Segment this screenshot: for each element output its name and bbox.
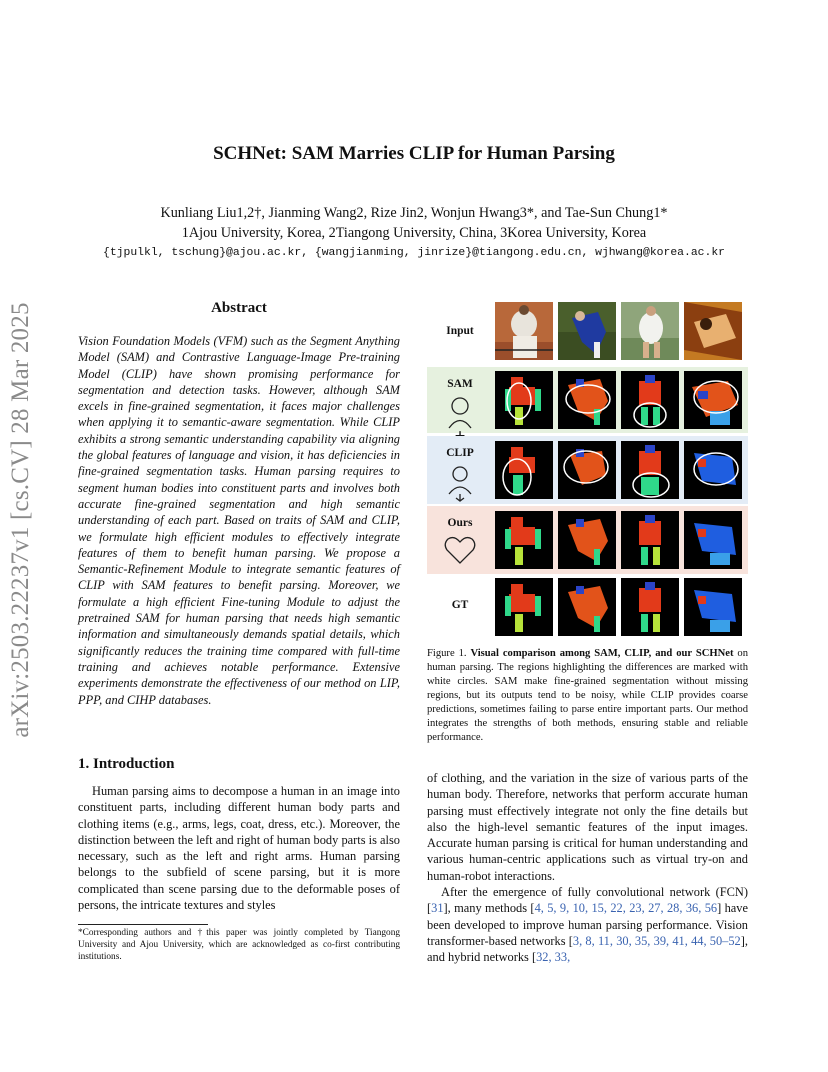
caption-prefix: Figure 1. <box>427 648 467 659</box>
input-image-2 <box>558 302 616 360</box>
citation-link[interactable]: 31 <box>431 901 444 916</box>
figure-row-gt <box>427 576 748 638</box>
figure-row-input <box>427 299 748 365</box>
citation-link[interactable]: 32, 33, <box>536 950 571 965</box>
citation-link[interactable]: 3, 8, 11, 30, 35, 39, 41, 44, 50–52 <box>572 933 741 948</box>
row-label-clip: CLIP <box>446 447 474 459</box>
clip-person-icon <box>447 464 473 502</box>
clip-result-1 <box>495 441 553 499</box>
sam-result-3 <box>621 371 679 429</box>
footnote-divider <box>78 924 208 925</box>
row-label-input: Input <box>446 325 474 337</box>
abstract-body: Vision Foundation Models (VFM) such as the Segment Anything Model (SAM) and Contrastive Language-Image Pre-training Model (CLIP) have shown promising performance for segmentation and detection tasks. However, although SAM excels in fine-grained segmentation, it faces major challenges when applying it to semantic-aware segmentation. While CLIP exhibits a strong semantic understanding capability via aligning the global features of language and vision, it has deficiencies in fine-grained segmentation tasks. Human parsing requires to segment human bodies into constituent parts and involves both accurate fine-grained segmentation and high semantic understanding of each part. Based on traits of SAM and CLIP, we formulate high efficient modules to effectively integrate features of them to benefit human parsing. We propose a Semantic-Refinement Module to integrate semantic features of CLIP with SAM features to benefit parsing. Moreover, we formulate a high efficient Fine-tuning Module to adjust the pretrained SAM for human parsing that needs high semantic information and simultaneously demands spatial details, which significantly reduces the training time compared with full-time training and achieves notable performance. Extensive experiments demonstrate the effectiveness of our method on LIP, PPP, and CIHP databases. <box>78 334 400 707</box>
section-heading-introduction: 1. Introduction <box>78 756 175 772</box>
author-block <box>80 203 748 243</box>
input-image-4 <box>684 302 742 360</box>
figure-1 <box>427 299 748 636</box>
figure-row-clip <box>427 436 748 504</box>
sam-result-1 <box>495 371 553 429</box>
clip-result-4 <box>684 441 742 499</box>
introduction-column-2 <box>427 770 748 966</box>
arxiv-sidebar-stamp <box>2 280 40 760</box>
paper-title: SCHNet: SAM Marries CLIP for Human Parsing <box>213 143 615 164</box>
figure-row-sam <box>427 367 748 433</box>
intro-col2-para-1: of clothing, and the variation in the size of various parts of the human body. Therefore, networks that perform accurate human parsing must effectively integrate not only the fine details but also the high-level semantic features of the input images. Accurate human parsing is critical for human understanding and various human-centric applications such as virtual try-on and human-robot interactions. <box>427 771 748 883</box>
intro-col2-para-2 <box>427 884 748 965</box>
heart-icon <box>443 534 477 566</box>
footnote: *Corresponding authors and †this paper was jointly completed by Tiangong University and Ajou University, which are acknowledged as co-first contributing institutions. <box>78 928 400 962</box>
caption-bold: Visual comparison among SAM, CLIP, and our SCHNet <box>470 648 734 659</box>
gt-result-2 <box>558 578 616 636</box>
figure-1-caption <box>427 647 748 745</box>
text-span: ], and hybrid networks [ <box>427 933 748 965</box>
ours-result-1 <box>495 511 553 569</box>
gt-result-1 <box>495 578 553 636</box>
ours-result-2 <box>558 511 616 569</box>
row-label-ours: Ours <box>447 517 473 529</box>
gt-result-3 <box>621 578 679 636</box>
text-span: ] have been developed to improve human parsing performance. Vision transformer-based networks [ <box>427 901 748 948</box>
input-image-3 <box>621 302 679 360</box>
text-span: ], many methods [ <box>443 901 535 916</box>
person-icon <box>447 395 473 429</box>
figure-row-ours <box>427 506 748 574</box>
ours-result-4 <box>684 511 742 569</box>
introduction-paragraph <box>78 783 400 913</box>
author-emails: {tjpulkl, tschung}@ajou.ac.kr, {wangjianming, jinrize}@tiangong.edu.cn, wjhwang@korea.ac.kr <box>102 247 726 259</box>
caption-rest: on human parsing. The regions highlighting the differences are marked with white circles. SAM make fine-grained segmentation without missing regions, but its outputs tend to be noisy, while CLIP provides coarse predictions, sometimes failing to parse entire important parts. Our method integrates the strengths of both methods, ensuring stable and reliable performance. <box>427 648 749 743</box>
authors-line: Kunliang Liu1,2†, Jianming Wang2, Rize Jin2, Wonjun Hwang3*, and Tae-Sun Chung1* <box>160 205 668 221</box>
sam-result-2 <box>558 371 616 429</box>
sam-result-4 <box>684 371 742 429</box>
intro-para-1: Human parsing aims to decompose a human in an image into constituent parts, including different human body parts and clothing items (e.g., arms, legs, coat, dress, etc.). Moreover, the distinction between the left and right of human body parts is also necessary, such as the left and right arms. Human parsing belongs to the subfield of scene parsing, but it is more complicated than scene parsing due to the deformable poses of persons, the intricate textures and styles <box>78 784 400 913</box>
citation-link[interactable]: 4, 5, 9, 10, 15, 22, 23, 27, 28, 36, 56 <box>534 901 718 916</box>
row-label-sam: SAM <box>447 378 473 390</box>
ours-result-3 <box>621 511 679 569</box>
clip-result-2 <box>558 441 616 499</box>
abstract-heading: Abstract <box>211 300 267 316</box>
input-image-1 <box>495 302 553 360</box>
gt-result-4 <box>684 578 742 636</box>
arxiv-identifier: arXiv:2503.22237v1 [cs.CV] 28 Mar 2025 <box>7 302 34 738</box>
clip-result-3 <box>621 441 679 499</box>
row-label-gt: GT <box>451 599 469 611</box>
affiliations-line: 1Ajou University, Korea, 2Tiangong University, China, 3Korea University, Korea <box>181 225 647 241</box>
text-span: After the emergence of fully convolutional network (FCN) [ <box>427 885 748 916</box>
